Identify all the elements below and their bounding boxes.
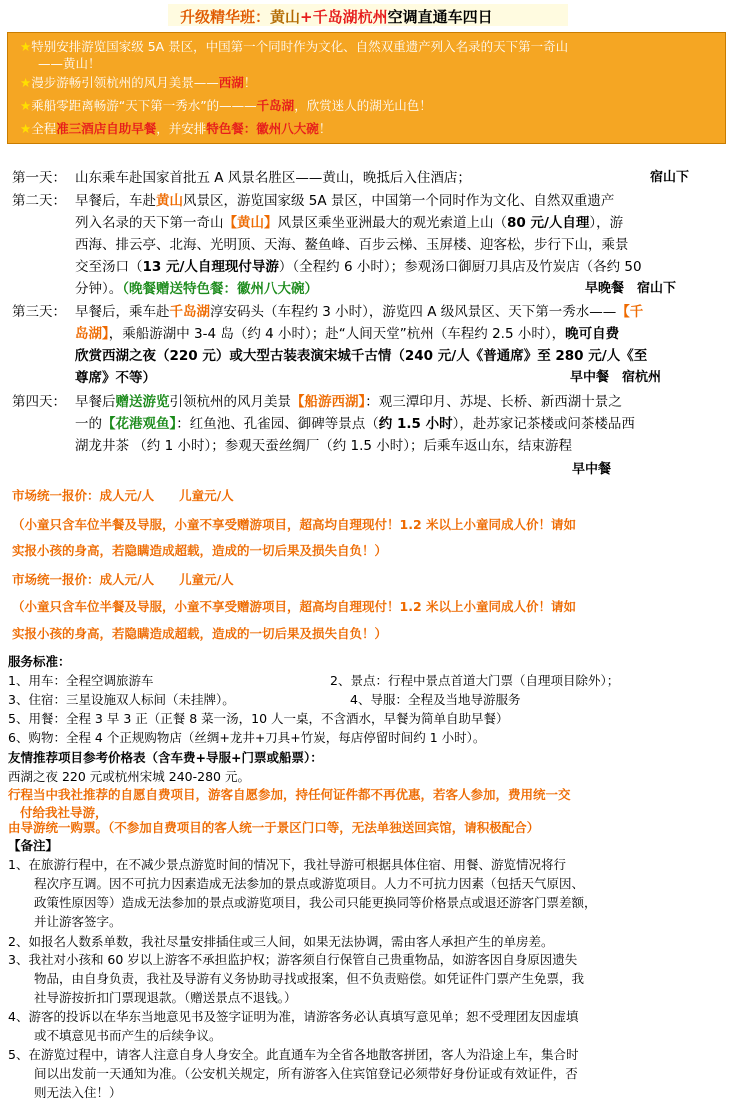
title-prefix: 升级精华班： bbox=[180, 8, 271, 26]
note-4-line-2: 或不填意见书而产生的后续争议。 bbox=[34, 1028, 222, 1043]
day-4-line-3: 湖龙井茶 （约 1 小时）；参观天蚕丝绸厂（约 1.5 小时）；后乘车返山东，结束游程 bbox=[75, 438, 573, 454]
title-qiandaohu: +千岛湖杭州 bbox=[300, 8, 388, 26]
day-3-meals-lodging: 早中餐 宿杭州 bbox=[570, 370, 662, 385]
service-hotel: 3、住宿：三星设施双人标间（未挂牌）。 bbox=[8, 692, 235, 707]
service-meals: 5、用餐：全程 3 早 3 正（正餐 8 菜一汤，10 人一桌，不含酒水，早餐为简单自助早餐） bbox=[8, 711, 509, 726]
price-title-1: 市场统一报价：成人元/人 儿童元/人 bbox=[12, 488, 234, 503]
day-4-label: 第四天： bbox=[12, 394, 66, 410]
day-4-meals: 早中餐 bbox=[572, 462, 612, 477]
day-2-meals-lodging: 早晚餐 宿山下 bbox=[585, 281, 677, 296]
highlight-1: ★特别安排游览国家级 5A 景区，中国第一个同时作为文化、自然双重遗产列入名录的天下第一奇山 bbox=[20, 39, 569, 54]
highlights-box bbox=[7, 32, 726, 144]
service-tickets: 2、景点：行程中景点首道大门票（自理项目除外）； bbox=[330, 673, 620, 688]
note-4-line-1: 4、游客的投诉以在华东当地意见书及签字证明为准，请游客务必认真填写意见单；恕不受理团友因虚填 bbox=[8, 1009, 579, 1024]
note-3-line-1: 3、我社对小孩和 60 岁以上游客不承担监护权；游客须自行保管自己贵重物品，如游客因自身原因遗失 bbox=[8, 952, 578, 967]
day-2-line-1: 早餐后，车赴黄山风景区，游览国家级 5A 景区，中国第一个同时作为文化、自然双重遗产 bbox=[75, 193, 615, 209]
day-1-lodging: 宿山下 bbox=[650, 170, 690, 185]
service-car: 1、用车：全程空调旅游车 bbox=[8, 673, 154, 688]
title-huangshan: 黄山 bbox=[270, 8, 301, 26]
highlight-2: ★漫步游畅引领杭州的风月美景——西湖！ bbox=[20, 75, 257, 90]
recommend-note-1: 行程当中我社推荐的自愿自费项目，游客自愿参加，持任何证件都不再优惠，若客人参加，费用统一交 bbox=[8, 787, 571, 802]
note-1-line-2: 程次序互调。因不可抗力因素造成无法参加的景点或游览项目。人力不可抗力因素（包括天气原因、 bbox=[34, 876, 585, 891]
note-3-line-2: 物品，由自身负责，我社及导游有义务协助寻找或报案，但不负责赔偿。如凭证件门票产生免票，我 bbox=[34, 971, 585, 986]
day-3-line-3: 欣赏西湖之夜（220 元）或大型古装表演宋城千古情（240 元/人《普通席》至 280 元/人《至 bbox=[75, 348, 648, 364]
day-2-line-5: 分钟）。（晚餐赠送特色餐：徽州八大碗） bbox=[75, 281, 318, 297]
day-2-line-4: 交至汤口（13 元/人自理现付导游）（全程约 6 小时）；参观汤口御厨刀具店及竹炭店（各约 50 bbox=[75, 259, 642, 275]
day-2-line-3: 西海、排云亭、北海、光明顶、天海、鳌鱼峰、百步云梯、玉屏楼、迎客松，步行下山，乘景 bbox=[75, 237, 629, 253]
highlight-4: ★全程准三酒店自助早餐，并安排特色餐：徽州八大碗！ bbox=[20, 121, 332, 136]
note-3-line-3: 社导游按折扣门票现退款。（赠送景点不退钱。） bbox=[34, 990, 297, 1005]
recommend-price: 西湖之夜 220 元或杭州宋城 240-280 元。 bbox=[8, 769, 250, 784]
day-1-label: 第一天： bbox=[12, 170, 66, 186]
day-1-text: 山东乘车赴国家首批五 A 风景名胜区——黄山，晚抵后入住酒店； bbox=[75, 170, 471, 186]
price-note-2b: 实报小孩的身高，若隐瞒造成超载，造成的一切后果及损失自负！） bbox=[12, 626, 388, 641]
title-suffix: 空调直通车四日 bbox=[387, 8, 493, 26]
note-1-line-3: 政策性原因等）造成无法参加的景点或游览项目，我公司只能更换同等价格景点或退还游客门票差额， bbox=[34, 895, 597, 910]
day-3-label: 第三天： bbox=[12, 304, 66, 320]
recommend-note-2: 付给我社导游， bbox=[20, 805, 108, 820]
service-guide: 4、导服：全程及当地导游服务 bbox=[350, 692, 521, 707]
day-3-line-4: 尊席》不等） bbox=[75, 370, 156, 386]
price-note-1a: （小童只含车位半餐及导服，小童不享受赠游项目，超高均自理现付！1.2 米以上小童同成人价！请如 bbox=[12, 517, 576, 532]
note-2: 2、如报名人数系单数，我社尽量安排插住或三人间，如果无法协调，需由客人承担产生的单房差。 bbox=[8, 934, 554, 949]
service-shopping: 6、购物：全程 4 个正规购物店（丝绸+龙井+刀具+竹炭，每店停留时间约 1 小时）。 bbox=[8, 730, 486, 745]
day-3-line-2: 岛湖】，乘船游湖中 3-4 岛（约 4 小时）；赴“人间天堂”杭州（车程约 2.5 小时），晚可自费 bbox=[75, 326, 620, 342]
highlight-1-cont: ——黄山！ bbox=[38, 56, 101, 71]
day-2-label: 第二天： bbox=[12, 193, 66, 209]
recommend-title: 友情推荐项目参考价格表（含车费+导服+门票或船票）： bbox=[8, 750, 323, 765]
service-title: 服务标准： bbox=[8, 654, 71, 669]
note-5-line-3: 则无法入住！） bbox=[34, 1085, 122, 1100]
day-3-line-1: 早餐后，乘车赴千岛湖淳安码头（车程约 3 小时），游览四 A 级风景区、天下第一秀水——【千 bbox=[75, 304, 644, 320]
page-title bbox=[180, 6, 493, 27]
notes-title: 【备注】 bbox=[8, 838, 59, 853]
recommend-note-3: 由导游统一购票。（不参加自费项目的客人统一于景区门口等，无法单独送回宾馆，请积极配合） bbox=[8, 820, 540, 835]
note-1-line-1: 1、在旅游行程中，在不减少景点游览时间的情况下，我社导游可根据具体住宿、用餐、游览情况将行 bbox=[8, 857, 566, 872]
note-1-line-4: 并让游客签字。 bbox=[34, 914, 122, 929]
day-4-line-2: 一的【花港观鱼】：红鱼池、孔雀园、御碑等景点（约 1.5 小时），赴苏家记茶楼或问茶楼品西 bbox=[75, 416, 635, 432]
price-note-1b: 实报小孩的身高，若隐瞒造成超载，造成的一切后果及损失自负！） bbox=[12, 543, 388, 558]
note-5-line-2: 间以出发前一天通知为准。（公安机关规定，所有游客入住宾馆登记必须带好身份证或有效证件，否 bbox=[34, 1066, 578, 1081]
price-note-2a: （小童只含车位半餐及导服，小童不享受赠游项目，超高均自理现付！1.2 米以上小童同成人价！请如 bbox=[12, 599, 576, 614]
highlight-3: ★乘船零距离畅游“天下第一秀水”的———千岛湖，欣赏迷人的湖光山色！ bbox=[20, 98, 432, 113]
day-2-line-2: 列入名录的天下第一奇山【黄山】风景区乘坐亚洲最大的观光索道上山（80 元/人自理），游 bbox=[75, 215, 624, 231]
price-title-2: 市场统一报价：成人元/人 儿童元/人 bbox=[12, 572, 234, 587]
note-5-line-1: 5、在游览过程中，请客人注意自身人身安全。此直通车为全省各地散客拼团，客人为沿途上车，集合时 bbox=[8, 1047, 579, 1062]
day-4-line-1: 早餐后赠送游览引领杭州的风月美景【船游西湖】：观三潭印月、苏堤、长桥、新西湖十景之 bbox=[75, 394, 622, 410]
